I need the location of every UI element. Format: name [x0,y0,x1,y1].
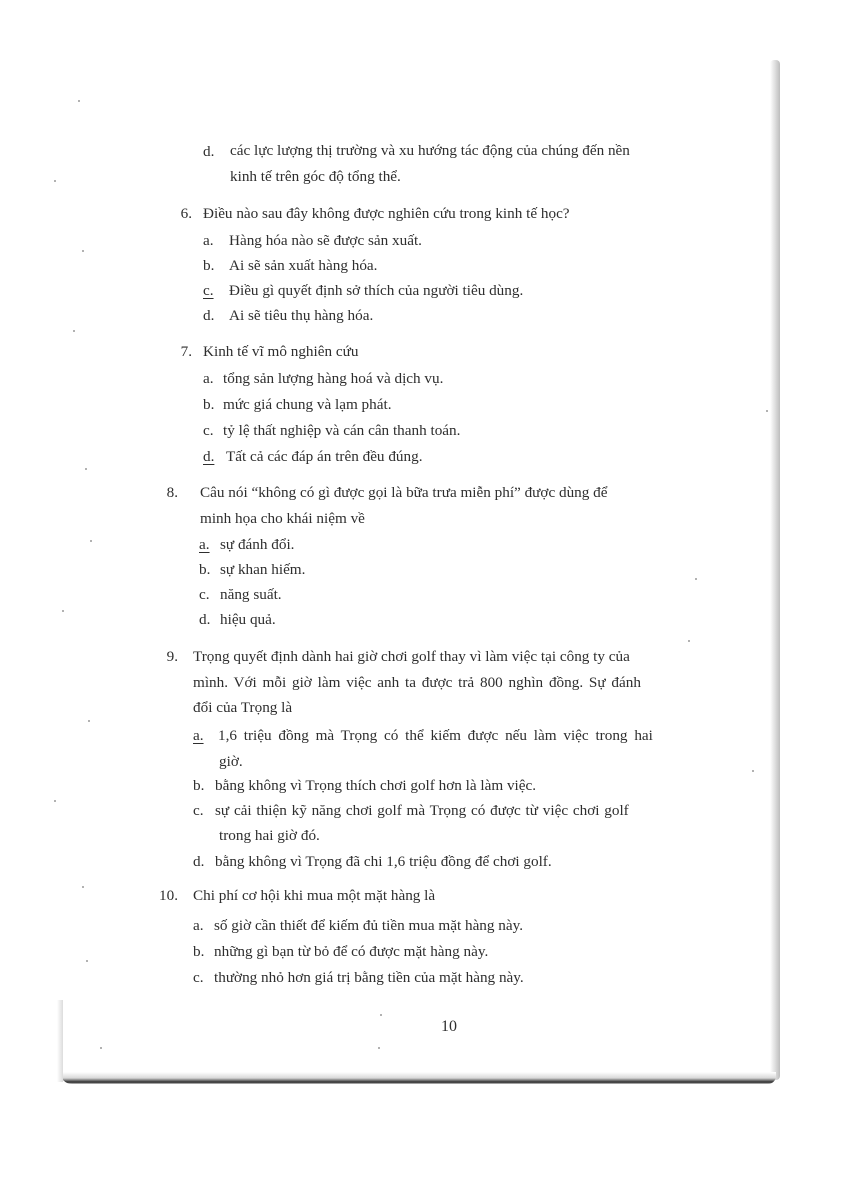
option-label: b. [203,396,215,413]
page-edge-shadow-bottom [60,1072,776,1084]
question-number: 6. [180,205,192,222]
option-label: c. [193,802,204,819]
option-text: năng suất. [220,586,282,603]
option-label: b. [199,561,211,578]
option-text: trong hai giờ đó. [219,827,320,844]
question-stem-line [193,647,759,667]
option-label: a. [203,370,214,387]
option-label-marked: a. [199,536,210,553]
option-label: d. [203,307,215,324]
question-stem: Chi phí cơ hội khi mua một mặt hàng là [193,887,436,904]
option-text: sự khan hiếm. [220,561,306,578]
option-label-marked: c. [203,282,214,299]
option-text: hiệu quả. [220,611,276,628]
question-stem: Trọng quyết định dành hai giờ chơi golf thay vì làm việc tại công ty của [193,648,630,665]
question-stem: Kinh tế vĩ mô nghiên cứu [203,343,359,360]
option-label: c. [193,969,204,986]
page-edge-shadow-left [57,1000,63,1082]
option-text: Hàng hóa nào sẽ được sản xuất. [229,232,422,249]
option-label: c. [199,586,210,603]
option-text: sự đánh đổi. [220,536,295,553]
option-text: bằng không vì Trọng thích chơi golf hơn là làm việc. [215,777,537,794]
option-text: tỷ lệ thất nghiệp và cán cân thanh toán. [223,422,461,439]
question-stem-line [200,483,760,503]
option-label: a. [193,917,204,934]
option-label: d. [199,611,211,628]
continuation-line-1: các lực lượng thị trường và xu hướng tác động của chúng đến nền [230,142,630,159]
option-text: Ai sẽ sản xuất hàng hóa. [229,257,378,274]
question-number: 8. [166,484,178,501]
option-text: những gì bạn từ bỏ để có được mặt hàng này. [214,943,489,960]
question-number: 10. [159,887,178,904]
question-number: 7. [180,343,192,360]
continuation-line-2: kinh tế trên góc độ tổng thể. [230,168,401,185]
option-text: sự cải thiện kỹ năng chơi golf mà Trọng có được từ việc chơi golf [215,802,629,819]
option-label: d. [193,853,205,870]
option-text: bằng không vì Trọng đã chi 1,6 triệu đồng để chơi golf. [215,853,552,870]
page-number: 10 [441,1018,457,1035]
question-number: 9. [166,648,178,665]
option-text: số giờ cần thiết để kiếm đủ tiền mua mặt hàng này. [214,917,524,934]
option-text: mức giá chung và lạm phát. [223,396,392,413]
question-stem: đổi của Trọng là [193,699,293,716]
option-text: 1,6 triệu đồng mà Trọng có thể kiếm được nếu làm việc trong hai [218,727,653,744]
option-text: thường nhỏ hơn giá trị bằng tiền của mặt hàng này. [214,969,524,986]
option-label: a. [203,232,214,249]
option-label: d. [203,143,215,160]
option-label: b. [203,257,215,274]
option-text-line [230,141,765,161]
page-edge-shadow-right [770,60,780,1080]
question-stem: mình. Với mỗi giờ làm việc anh ta được trả 800 nghìn đồng. Sự đánh [193,674,641,691]
option-text: giờ. [219,753,243,770]
option-text: Tất cả các đáp án trên đều đúng. [226,448,423,465]
question-stem: Câu nói “không có gì được gọi là bữa trưa miễn phí” được dùng để [200,484,608,501]
option-label: b. [193,777,205,794]
option-label: b. [193,943,205,960]
option-label-marked: a. [193,727,204,744]
question-stem: minh họa cho khái niệm về [200,510,365,527]
option-text: Ai sẽ tiêu thụ hàng hóa. [229,307,374,324]
question-stem: Điều nào sau đây không được nghiên cứu trong kinh tế học? [203,205,570,222]
option-label-marked: d. [203,448,215,465]
option-text: Điều gì quyết định sở thích của người tiêu dùng. [229,282,524,299]
option-text: tổng sản lượng hàng hoá và dịch vụ. [223,370,444,387]
option-label: c. [203,422,214,439]
